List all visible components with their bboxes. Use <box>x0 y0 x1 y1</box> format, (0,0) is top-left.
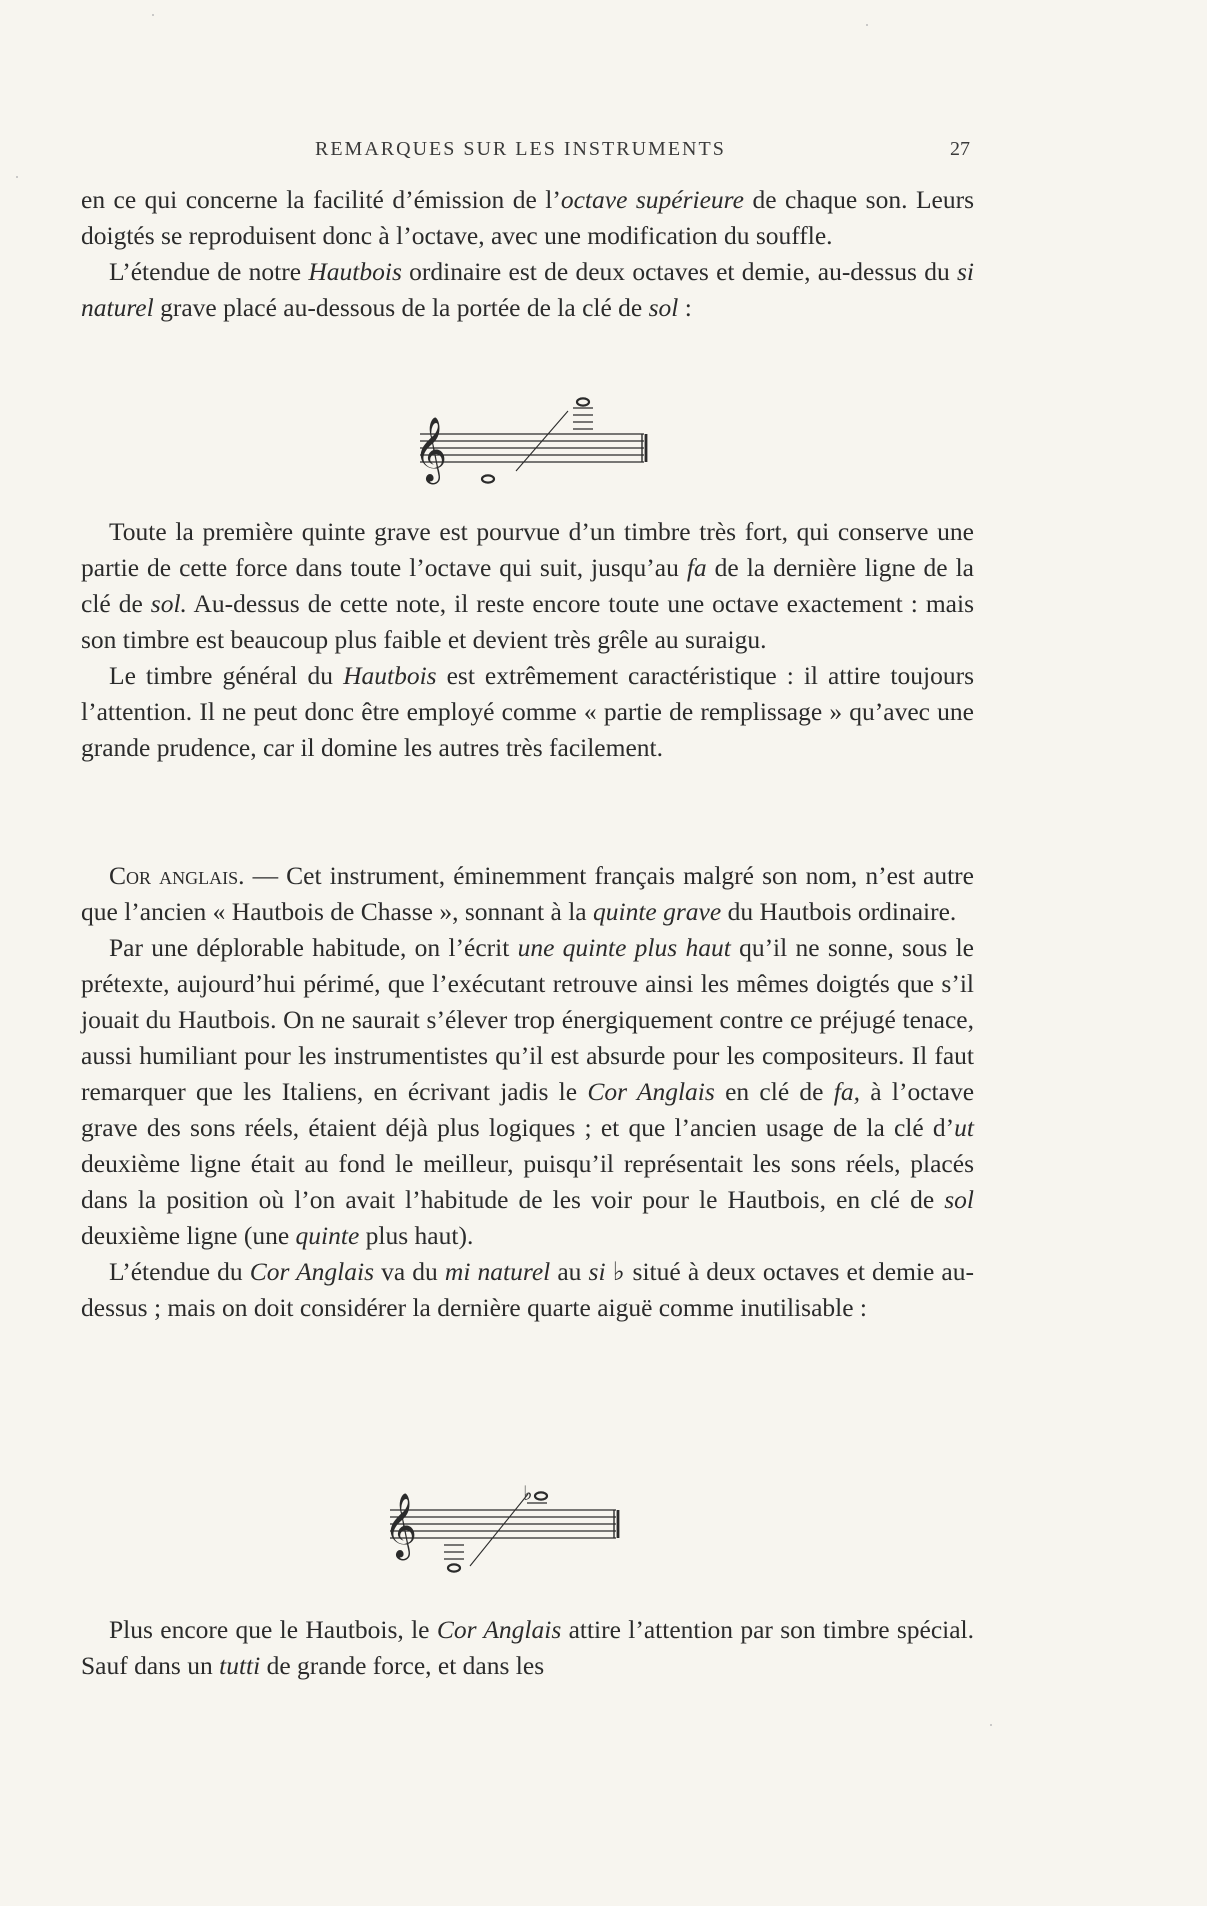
cor-anglais-range-staff <box>378 1480 628 1590</box>
paragraph: Toute la première quinte grave est pourvue d’un timbre très fort, qui conserve une partie de cette force dans toute l’octave qui suit, jusqu’au fa de la dernière ligne de la clé de sol. Au-dessus de cette note, il reste encore toute une octave exactement : mais son timbre est beaucoup plus faible et devient très grêle au suraigu. <box>81 517 974 654</box>
running-header <box>80 138 980 168</box>
low-note-icon <box>482 475 494 482</box>
text-block-2 <box>81 514 974 766</box>
low-note-icon <box>448 1564 460 1571</box>
paragraph: Plus encore que le Hautbois, le Cor Anglais attire l’attention par son timbre spécial. Sauf dans un tutti de grande force, et dans les <box>81 1615 975 1680</box>
paper-speck <box>152 14 154 16</box>
paragraph: Cor anglais. — Cet instrument, éminemment français malgré son nom, n’est autre que l’ancien « Hautbois de Chasse », sonnant à la quinte grave du Hautbois ordinaire. <box>81 861 974 926</box>
paragraph: en ce qui concerne la facilité d’émission de l’octave supérieure de chaque son. Leurs doigtés se reproduisent donc à l’octave, avec une modification du souffle. <box>81 185 975 250</box>
treble-clef-icon: 𝄞 <box>384 1493 418 1558</box>
running-title: REMARQUES SUR LES INSTRUMENTS <box>315 138 726 160</box>
page-number: 27 <box>950 138 970 160</box>
text-block-3 <box>81 858 974 1326</box>
treble-clef-icon: 𝄞 <box>414 417 448 482</box>
flat-icon: ♭ <box>523 1481 533 1505</box>
section-heading: Cor anglais. <box>109 861 245 890</box>
paper-speck <box>16 176 18 178</box>
text-block-4 <box>81 1612 974 1684</box>
text-block-1 <box>81 182 974 326</box>
paragraph: Par une déplorable habitude, on l’écrit une quinte plus haut qu’il ne sonne, sous le prétexte, aujourd’hui périmé, que l’exécutant retrouve ainsi les mêmes doigtés que s’il jouait du Hautbois. On ne saurait s’élever trop énergiquement contre ce préjugé tenace, aussi humiliant pour les instrumentistes qu’il est absurde pour les compositeurs. Il faut remarquer que les Italiens, en écrivant jadis le Cor Anglais en clé de fa, à l’octave grave des sons réels, étaient déjà plus logiques ; et que l’ancien usage de la clé d’ut deuxième ligne était au fond le meilleur, puisqu’il représentait les sons réels, placés dans la position où l’on avait l’habitude de les voir pour le Hautbois, en clé de sol deuxième ligne (une quinte plus haut). <box>81 933 975 1250</box>
paper-speck <box>990 1724 992 1726</box>
paragraph: L’étendue du Cor Anglais va du mi naturel au si ♭ situé à deux octaves et demie au-dessus ; mais on doit considérer la dernière quarte aiguë comme inutilisable : <box>81 1257 974 1322</box>
hautbois-range-staff <box>410 396 660 488</box>
paper-speck <box>866 24 868 26</box>
high-note-icon <box>535 1492 547 1499</box>
paragraph: L’étendue de notre Hautbois ordinaire est de deux octaves et demie, au-dessus du si naturel grave placé au-dessous de la portée de la clé de sol : <box>81 257 974 322</box>
paragraph: Le timbre général du Hautbois est extrêmement caractéristique : il attire toujours l’attention. Il ne peut donc être employé comme « partie de remplissage » qu’avec une grande prudence, car il domine les autres très facilement. <box>81 661 974 762</box>
high-note-icon <box>577 398 589 405</box>
